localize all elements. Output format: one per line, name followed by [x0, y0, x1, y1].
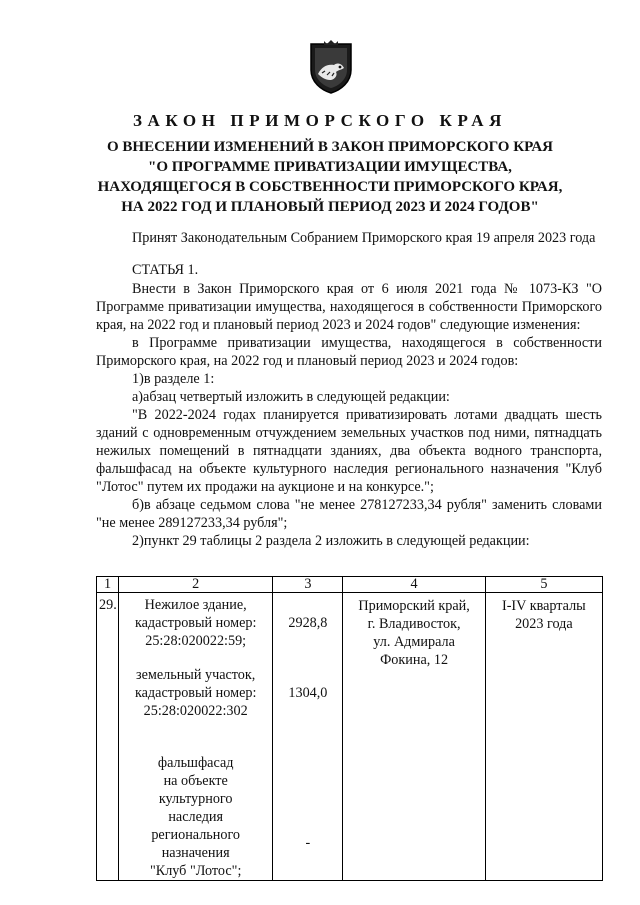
- table-header-cell: 1: [97, 577, 119, 593]
- paragraph: б)в абзаце седьмом слова "не менее 278127233,34 рубля" заменить словами "не менее 289127233,34 рубля";: [96, 497, 602, 531]
- paragraph: в Программе приватизации имущества, находящегося в собственности Приморского края, на 2022 год и плановый период 2023 и 2024 годов:: [96, 335, 602, 369]
- object-line: на объекте: [163, 773, 228, 789]
- object-line: кадастровый номер:: [134, 685, 257, 701]
- subtitle-line: НАХОДЯЩЕГОСЯ В СОБСТВЕННОСТИ ПРИМОРСКОГО КРАЯ,: [97, 179, 563, 195]
- object-line: регионального: [151, 827, 241, 843]
- privatization-table: [96, 576, 603, 881]
- address-line: Фокина, 12: [380, 652, 449, 668]
- table-header-cell: 4: [343, 577, 485, 593]
- area-value: 2928,8: [288, 615, 328, 631]
- article-heading: СТАТЬЯ 1.: [132, 262, 199, 278]
- subtitle-line: "О ПРОГРАММЕ ПРИВАТИЗАЦИИ ИМУЩЕСТВА,: [148, 159, 512, 175]
- paragraph: 2)пункт 29 таблицы 2 раздела 2 изложить в следующей редакции:: [132, 533, 530, 549]
- table-header-cell: 3: [273, 577, 343, 593]
- object-line: 25:28:020022:302: [143, 703, 248, 719]
- object-line: наследия: [168, 809, 224, 825]
- law-body: [96, 229, 602, 550]
- address-line: г. Владивосток,: [367, 616, 461, 632]
- object-line: земельный участок,: [135, 667, 256, 683]
- address-line: Приморский край,: [358, 598, 470, 614]
- paragraph: Внести в Закон Приморского края от 6 июля 2021 года № 1073-КЗ "О Программе приватизации имущества, находящегося в собственности Приморского края, на 2022 год и плановый период 2023 и 2024 годов" следующие изменения:: [96, 281, 602, 333]
- address-line: ул. Адмирала: [373, 634, 455, 650]
- table-header-cell: 2: [119, 577, 273, 593]
- period-line: 2023 года: [515, 616, 573, 632]
- row-number-text: 29.: [99, 597, 117, 613]
- area-cell: [273, 593, 343, 881]
- table-row: [97, 593, 603, 881]
- law-subtitle: [60, 137, 600, 217]
- object-item: [119, 593, 272, 650]
- paragraph: а)абзац четвертый изложить в следующей редакции:: [132, 389, 450, 405]
- table-header-cell: 5: [485, 577, 602, 593]
- area-value: 1304,0: [288, 685, 328, 701]
- object-cell: [119, 593, 273, 881]
- object-line: Нежилое здание,: [144, 597, 247, 613]
- object-item: [119, 754, 272, 880]
- object-line: "Клуб "Лотос";: [149, 863, 242, 879]
- paragraph: 1)в разделе 1:: [132, 371, 215, 387]
- object-line: культурного: [158, 791, 233, 807]
- row-number: [97, 593, 119, 881]
- table-header-row: [97, 577, 603, 593]
- object-line: кадастровый номер:: [134, 615, 257, 631]
- accepted-note: Принят Законодательным Собранием Приморского края 19 апреля 2023 года: [132, 230, 596, 246]
- paragraph: "В 2022-2024 годах планируется приватизировать лотами двадцать шесть зданий с одновременным отчуждением земельных участков под ними, пятнадцать нежилых помещений в пятнадцати зданиях, два объекта водного транспорта, фальшфасад на объекте культурного наследия регионального назначения "Клуб "Лотос" путем их продажи на аукционе и на конкурсе.";: [96, 407, 602, 495]
- law-title: ЗАКОН ПРИМОРСКОГО КРАЯ: [132, 111, 508, 130]
- subtitle-line: НА 2022 ГОД И ПЛАНОВЫЙ ПЕРИОД 2023 И 2024 ГОДОВ": [121, 199, 539, 215]
- period-line: I-IV кварталы: [501, 598, 586, 614]
- area-value: -: [305, 835, 311, 851]
- period-cell: [485, 593, 602, 881]
- object-line: фальшфасад: [157, 755, 234, 771]
- subtitle-line: О ВНЕСЕНИИ ИЗМЕНЕНИЙ В ЗАКОН ПРИМОРСКОГО КРАЯ: [107, 139, 553, 155]
- object-line: назначения: [161, 845, 230, 861]
- address-cell: [343, 593, 485, 881]
- object-line: 25:28:020022:59;: [145, 633, 247, 649]
- object-item: [119, 666, 272, 720]
- coat-of-arms-icon: [308, 40, 354, 94]
